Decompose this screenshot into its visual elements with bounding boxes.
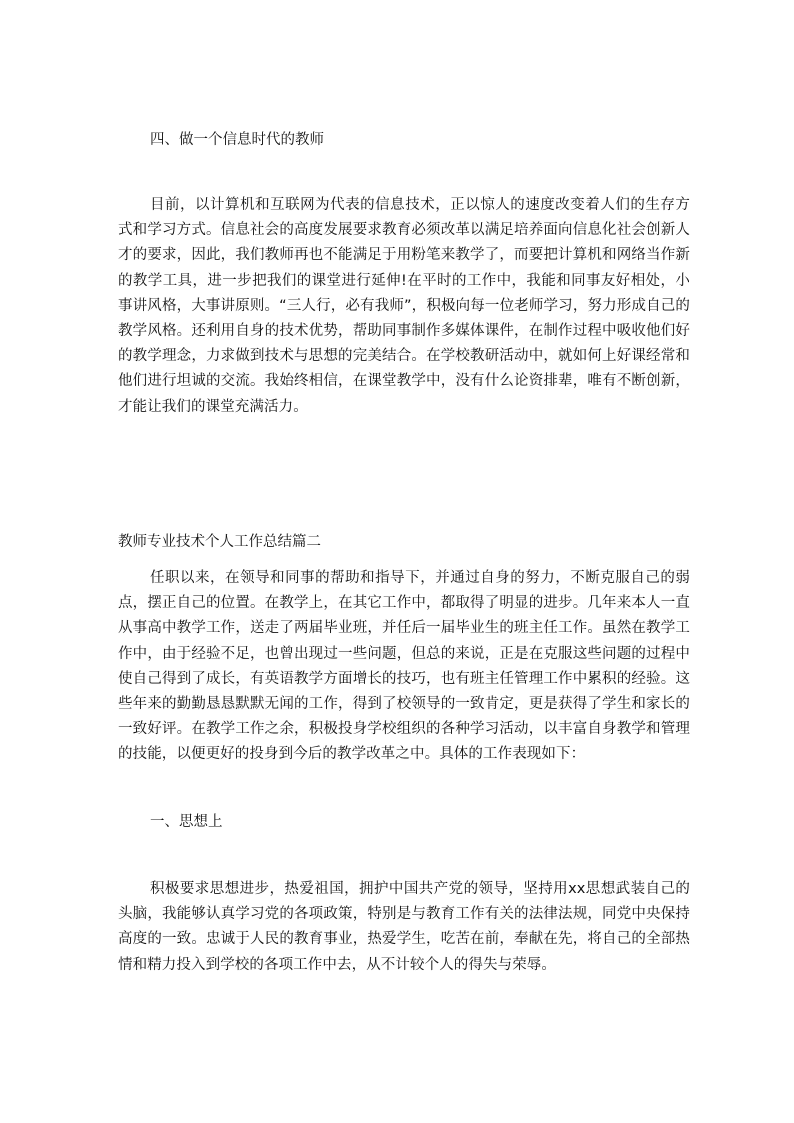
- paragraph-information-age: 目前，以计算机和互联网为代表的信息技术，正以惊人的速度改变着人们的生存方式和学习方式。信息社会的高度发展要求教育必须改革以满足培养面向信息化社会创新人才的要求，因此，我们教师再也不能满足于用粉笔来教学了，而要把计算机和网络当作新的教学工具，进一步把我们的课堂进行延伸!在平时的工作中，我能和同事友好相处，小事讲风格，大事讲原则。“三人行，必有我师”，积极向每一位老师学习，努力形成自己的教学风格。还利用自身的技术优势，帮助同事制作多媒体课件，在制作过程中吸收他们好的教学理念，力求做到技术与思想的完美结合。在学校教研活动中，就如何上好课经常和他们进行坦诚的交流。我始终相信，在课堂教学中，没有什么论资排辈，唯有不断创新，才能让我们的课堂充满活力。: [118, 197, 690, 415]
- section-heading-ideology: 一、思想上: [150, 814, 223, 830]
- part-title-summary-two: 教师专业技术个人工作总结篇二: [118, 534, 321, 550]
- paragraph-work-summary-intro: 任职以来，在领导和同事的帮助和指导下，并通过自身的努力，不断克服自己的弱点，摆正自己的位置。在教学上，在其它工作中，都取得了明显的进步。几年来本人一直从事高中教学工作，送走了两届毕业班，并任后一届毕业生的班主任工作。虽然在教学工作中，由于经验不足，也曾出现过一些问题，但总的来说，正是在克服这些问题的过程中使自己得到了成长，有英语教学方面增长的技巧，也有班主任管理工作中累积的经验。这些年来的勤勤恳恳默默无闻的工作，得到了校领导的一致肯定，更是获得了学生和家长的一致好评。在教学工作之余，积极投身学校组织的各种学习活动，以丰富自身教学和管理的技能，以便更好的投身到今后的教学改革之中。具体的工作表现如下：: [118, 570, 690, 763]
- section-heading-teacher-information-age: 四、做一个信息时代的教师: [150, 132, 324, 148]
- paragraph-ideology: 积极要求思想进步，热爱祖国，拥护中国共产党的领导，坚持用xx思想武装自己的头脑，我能够认真学习党的各项政策，特别是与教育工作有关的法律法规，同党中央保持高度的一致。忠诚于人民的教育事业，热爱学生，吃苦在前，奉献在先，将自己的全部热情和精力投入到学校的各项工作中去，从不计较个人的得失与荣辱。: [118, 881, 690, 973]
